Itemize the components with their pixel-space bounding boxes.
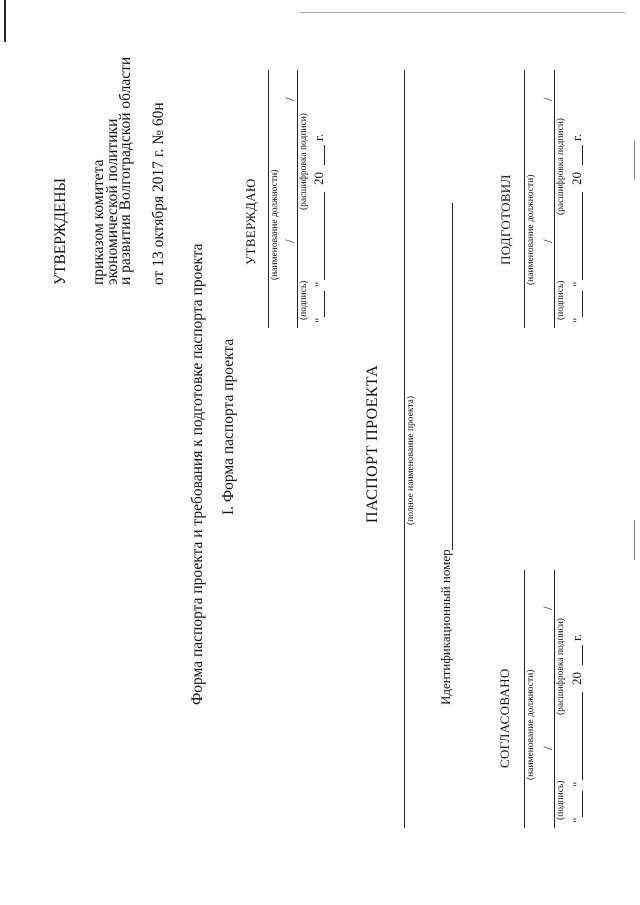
approve-year-prefix: 20 [311,172,326,185]
prepared-decoding-caption: (расшифровка подписи) [556,118,566,215]
approve-signature-caption: (подпись) [299,280,309,320]
approved-line-2: экономической политики [104,118,121,285]
prepared-position-caption: (наименование должности) [526,174,536,285]
approved-line-3: и развития Волгоградской области [117,56,134,285]
approved-line-1: приказом комитета [90,159,107,285]
id-number-line [452,203,453,550]
approve-date-quote-close: " [312,281,327,287]
agreed-signature-line [554,570,555,828]
approve-month-line [324,192,325,280]
approve-slash: / [282,239,297,243]
agreed-signature-caption: (подпись) [556,780,566,820]
agreed-slash: / [540,606,555,610]
passport-title: ПАСПОРТ ПРОЕКТА [364,364,381,523]
approve-year-suffix: г. [311,133,326,141]
agreed-date-quote-open: " [570,817,585,823]
approve-date-line [324,291,325,317]
prepared-date-quote-open: " [570,317,585,323]
project-name-caption: (полное наименование проекта) [406,396,416,525]
prepared-date-line [582,291,583,317]
document-heading: Форма паспорта проекта и требования к подготовке паспорта проекта [189,243,206,705]
agreed-position-caption: (наименование должности) [526,669,536,780]
project-name-line [404,70,405,828]
agreed-slash: / [540,746,555,750]
agreed-year-suffix: г. [569,633,584,641]
agreed-title: СОГЛАСОВАНО [497,668,512,768]
approve-title: УТВЕРЖДАЮ [243,178,258,265]
agreed-position-line [524,570,525,828]
section-title: I. Форма паспорта проекта [220,338,237,515]
prepared-slash: / [540,239,555,243]
prepared-year-line [582,145,583,165]
approve-position-line [268,70,269,328]
approve-year-line [324,145,325,165]
prepared-month-line [582,192,583,280]
prepared-year-prefix: 20 [569,172,584,185]
agreed-year-line [582,645,583,665]
prepared-position-line [524,70,525,328]
agreed-date-line [582,791,583,817]
approve-decoding-caption: (расшифровка подписи) [299,113,309,210]
approved-title: УТВЕРЖДЕНЫ [52,178,69,285]
prepared-signature-caption: (подпись) [556,280,566,320]
approve-slash: / [282,97,297,101]
prepared-year-suffix: г. [569,133,584,141]
approve-position-caption: (наименование должности) [270,169,280,280]
agreed-date-quote-close: " [570,781,585,787]
approve-signature-line [297,70,298,328]
prepared-slash: / [540,97,555,101]
id-number-label: Идентификационный номер [438,549,453,705]
agreed-month-line [582,692,583,780]
approved-date: от 13 октября 2017 г. № 60н [150,102,167,285]
prepared-signature-line [554,70,555,328]
prepared-date-quote-close: " [570,281,585,287]
agreed-decoding-caption: (расшифровка подписи) [556,618,566,715]
prepared-title: ПОДГОТОВИЛ [498,174,513,265]
approve-date-quote-open: " [312,317,327,323]
agreed-year-prefix: 20 [569,672,584,685]
